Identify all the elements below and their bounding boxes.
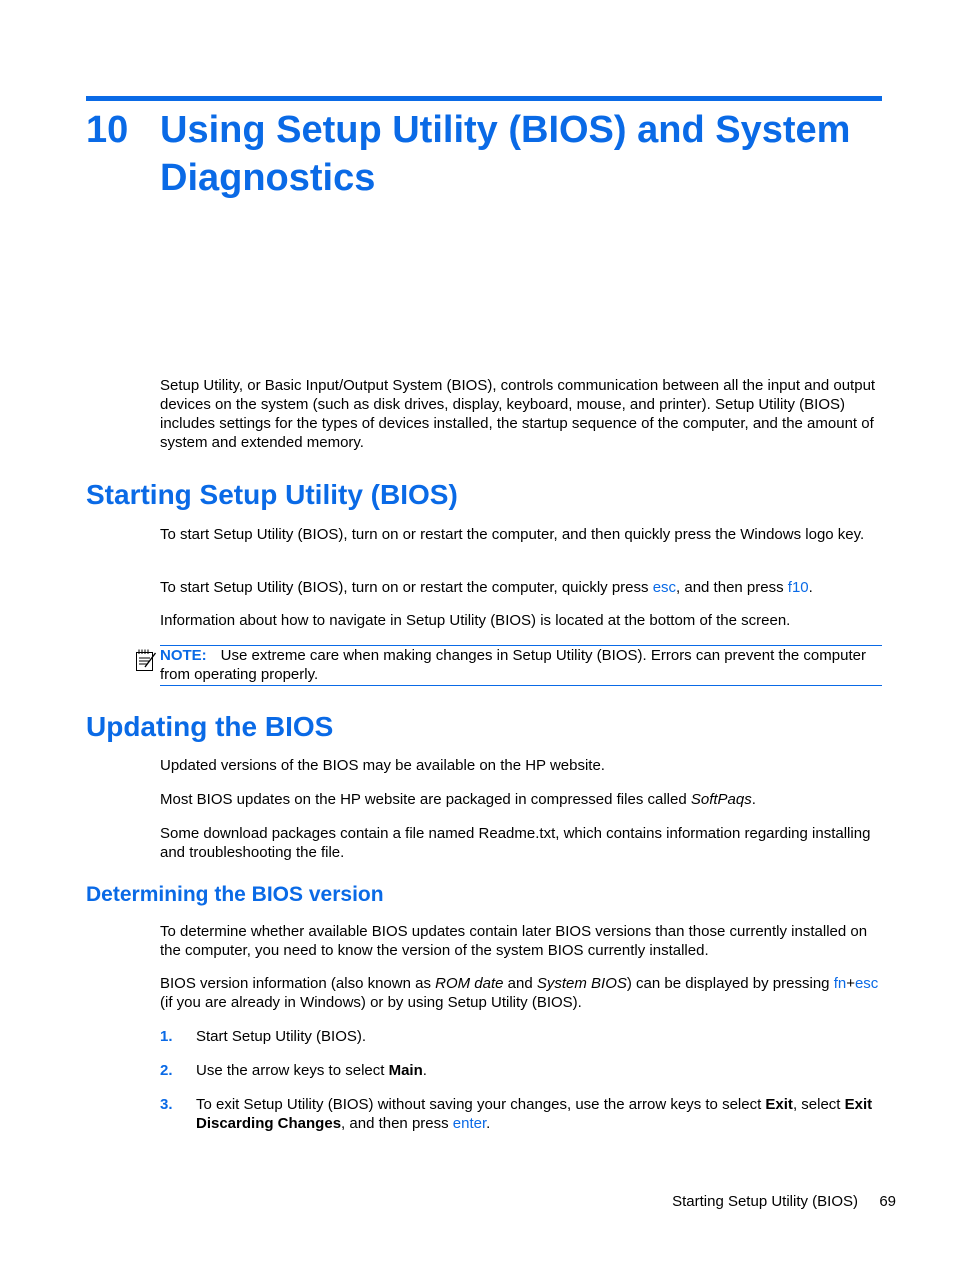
- emphasis-softpaqs: SoftPaqs: [690, 791, 752, 808]
- text-run: Most BIOS updates on the HP website are packaged in compressed files called: [160, 791, 691, 808]
- section-heading-updating: Updating the BIOS: [86, 711, 334, 742]
- key-enter: enter: [452, 1115, 487, 1132]
- bold-main: Main: [388, 1062, 423, 1079]
- updating-paragraph-1: Updated versions of the BIOS may be available on the HP website.: [160, 757, 605, 774]
- key-esc: esc: [854, 975, 879, 992]
- emphasis-rom-date: ROM date: [435, 975, 504, 992]
- text-run: .: [808, 579, 813, 596]
- key-fn: fn: [833, 975, 847, 992]
- key-f10: f10: [787, 579, 809, 596]
- section-heading-starting: Starting Setup Utility (BIOS): [86, 479, 458, 510]
- intro-paragraph: Setup Utility, or Basic Input/Output System (BIOS), controls communication between all the input and output devices on the system (such as disk drives, display, keyboard, mouse, and printer). Setup Utility (BIOS) includes settings for the types of devices installed, the startup sequence of the computer, and the amount of system and extended memory.: [160, 377, 876, 451]
- note-label: NOTE:: [160, 647, 207, 664]
- starting-paragraph-1: To start Setup Utility (BIOS), turn on or restart the computer, and then quickly press the Windows logo key.: [160, 526, 865, 543]
- step-text: [196, 1095, 886, 1133]
- step-number: 1.: [160, 1028, 173, 1045]
- emphasis-system-bios: System BIOS: [536, 975, 627, 992]
- note-pad-icon: [135, 648, 157, 672]
- text-run: BIOS version information (also known as: [160, 975, 436, 992]
- text-run: .: [486, 1115, 491, 1132]
- chapter-title: Using Setup Utility (BIOS) and System Diagnostics: [160, 109, 851, 199]
- determining-paragraph-1: To determine whether available BIOS updates contain later BIOS versions than those currently installed on the computer, you need to know the version of the system BIOS currently installed.: [160, 923, 868, 959]
- text-run: , select: [792, 1096, 845, 1113]
- key-esc: esc: [652, 579, 677, 596]
- starting-paragraph-3: Information about how to navigate in Setup Utility (BIOS) is located at the bottom of the screen.: [160, 612, 791, 629]
- bold-exit-discarding: Exit Discarding Changes: [196, 1096, 873, 1132]
- step-number: 3.: [160, 1096, 173, 1113]
- chapter-rule: [86, 96, 882, 101]
- step-text: Start Setup Utility (BIOS).: [196, 1028, 367, 1045]
- footer-section: Starting Setup Utility (BIOS): [672, 1193, 858, 1210]
- bold-exit: Exit: [765, 1096, 793, 1113]
- text-run: To exit Setup Utility (BIOS) without saving your changes, use the arrow keys to select: [196, 1096, 766, 1113]
- updating-paragraph-2: [160, 790, 882, 809]
- updating-paragraph-3: Some download packages contain a file named Readme.txt, which contains information regarding installing and troubleshooting the file.: [160, 825, 871, 861]
- page-number: 69: [879, 1193, 896, 1210]
- text-run: Use the arrow keys to select: [196, 1062, 389, 1079]
- text-run: To start Setup Utility (BIOS), turn on or restart the computer, quickly press: [160, 579, 653, 596]
- determining-paragraph-2: [160, 974, 882, 1012]
- text-run: and: [503, 975, 537, 992]
- text-run: .: [422, 1062, 427, 1079]
- text-run: , and then press: [676, 579, 788, 596]
- text-run: .: [751, 791, 756, 808]
- step-text: [196, 1061, 886, 1080]
- text-run: +: [846, 975, 855, 992]
- subsection-heading-determining: Determining the BIOS version: [86, 883, 384, 906]
- chapter-number: 10: [86, 109, 129, 151]
- starting-paragraph-2: [160, 578, 882, 597]
- note-box: [160, 645, 882, 686]
- text-run: ) can be displayed by pressing: [626, 975, 834, 992]
- text-run: , and then press: [341, 1115, 453, 1132]
- text-run: (if you are already in Windows) or by using Setup Utility (BIOS).: [160, 994, 582, 1011]
- note-text: Use extreme care when making changes in Setup Utility (BIOS). Errors can prevent the computer from operating properly.: [160, 647, 866, 683]
- step-number: 2.: [160, 1062, 173, 1079]
